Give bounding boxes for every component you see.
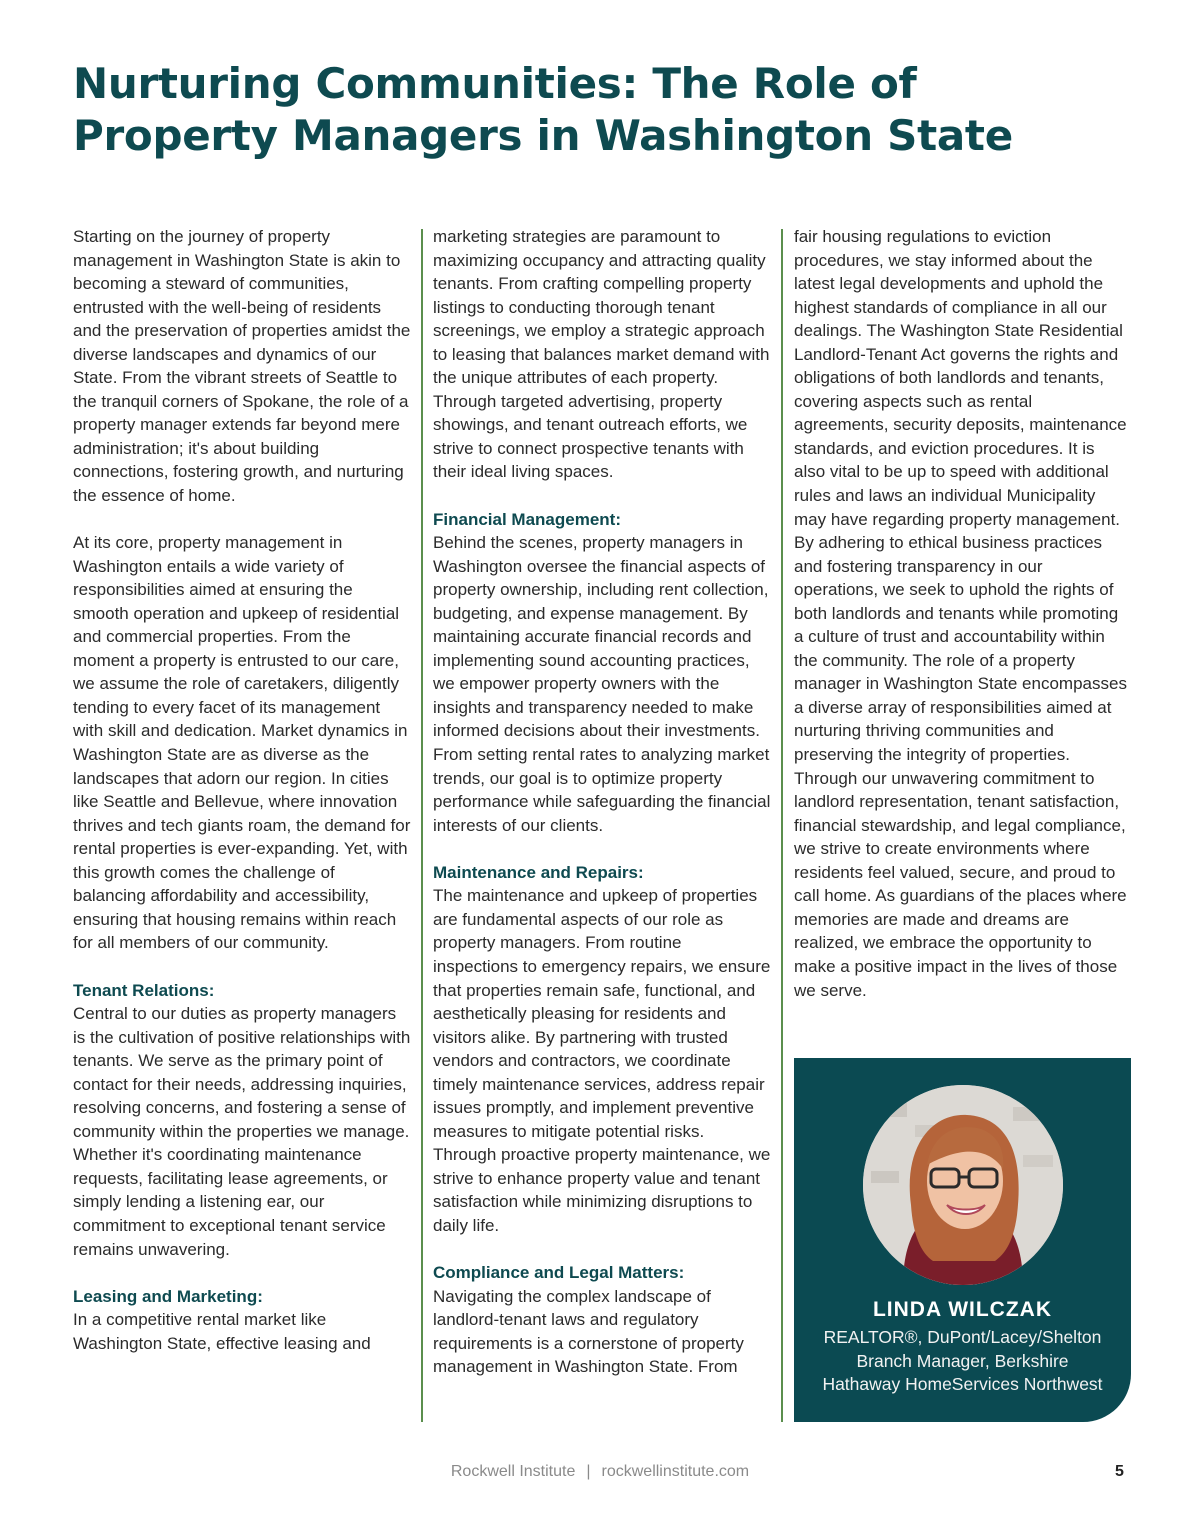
intro-paragraph: Starting on the journey of property management in Washington State is akin to becoming a steward of communities, entrusted with the well-being of residents and the preservation of properties amidst the diverse landscapes and dynamics of our State. From the vibrant streets of Seattle to the tranquil corners of Spokane, the role of a property manager extends far beyond mere administration; it's about building connections, fostering growth, and nurturing the essence of home. xyxy=(73,227,411,506)
maintenance-repairs-text: The maintenance and upkeep of properties are fundamental aspects of our role as property managers. From routine inspections to emergency repairs, we ensure that properties remain safe, functional, and aesthetically pleasing for residents and visitors alike. By partnering with trusted vendors and contractors, we coordinate timely maintenance services, address repair issues promptly, and implement preventive measures to mitigate potential risks. Through proactive property maintenance, we strive to enhance property value and tenant satisfaction while minimizing disruptions to daily life. xyxy=(433,886,771,1235)
footer xyxy=(0,1463,1200,1481)
footer-site-link[interactable]: rockwellinstitute.com xyxy=(601,1463,750,1480)
maintenance-repairs-heading: Maintenance and Repairs: xyxy=(433,862,644,882)
article-column-3 xyxy=(794,225,1130,1002)
compliance-legal-text: Navigating the complex landscape of landlord-tenant laws and regulatory requirements is a cornerstone of property management in Washington State. From xyxy=(433,1286,744,1377)
core-paragraph: At its core, property management in Washington entails a wide variety of responsibilities aimed at ensuring the smooth operation and upkeep of residential and commercial properties. From the moment a property is entrusted to our care, we assume the role of caretakers, diligently tending to every facet of its management with skill and dedication. Market dynamics in Washington State are as diverse as the landscapes that adorn our region. In cities like Seattle and Bellevue, where innovation thrives and tech giants roam, the demand for rental properties is ever-expanding. Yet, with this growth comes the challenge of balancing affordability and accessibility, ensuring that housing remains within reach for all members of our community. xyxy=(73,533,411,953)
article-column-1 xyxy=(73,225,411,1355)
tenant-relations-heading: Tenant Relations: xyxy=(73,980,215,1000)
leasing-continued-text: marketing strategies are paramount to maximizing occupancy and attracting quality tenants. From crafting compelling property listings to conducting thorough tenant screenings, we employ a strategic approach to leasing that balances market demand with the unique attributes of each property. Through targeted advertising, property showings, and tenant outreach efforts, we strive to connect prospective tenants with their ideal living spaces. xyxy=(433,227,770,482)
agent-title-line: Branch Manager, Berkshire xyxy=(856,1350,1069,1371)
agent-title xyxy=(794,1326,1131,1397)
leasing-marketing-text: In a competitive rental market like Washington State, effective leasing and xyxy=(73,1310,371,1353)
agent-photo xyxy=(863,1085,1063,1285)
page-number: 5 xyxy=(1115,1463,1124,1480)
article-column-2 xyxy=(433,225,771,1379)
agent-name: LINDA WILCZAK xyxy=(872,1298,1053,1321)
footer-org: Rockwell Institute xyxy=(450,1463,576,1480)
agent-title-line: REALTOR®, DuPont/Lacey/Shelton xyxy=(823,1327,1102,1347)
financial-management-heading: Financial Management: xyxy=(433,509,621,529)
compliance-continued-text: fair housing regulations to eviction procedures, we stay informed about the latest legal developments and uphold the highest standards of compliance in all our dealings. The Washington State Residential Landlord-Tenant Act governs the rights and obligations of both landlords and tenants, covering aspects such as rental agreements, security deposits, maintenance standards, and eviction procedures. It is also vital to be up to speed with additional rules and laws an individual Municipality may have regarding property management. By adhering to ethical business practices and fostering transparency in our operations, we seek to uphold the rights of both landlords and tenants while promoting a culture of trust and accountability within the community. The role of a property manager in Washington State encompasses a diverse array of responsibilities aimed at nurturing thriving communities and preserving the integrity of properties. Through our unwavering commitment to landlord representation, tenant satisfaction, financial stewardship, and legal compliance, we strive to create environments where residents feel valued, secure, and proud to call home. As guardians of the places where memories are made and dreams are realized, we embrace the opportunity to make a positive impact in the lives of those we serve. xyxy=(794,227,1127,1000)
leasing-marketing-heading: Leasing and Marketing: xyxy=(73,1286,263,1306)
tenant-relations-text: Central to our duties as property managers is the cultivation of positive relationships with tenants. We serve as the primary point of contact for their needs, addressing inquiries, resolving concerns, and fostering a sense of community within the properties we manage. Whether it's coordinating maintenance requests, facilitating lease agreements, or simply lending a listening ear, our commitment to exceptional tenant service remains unwavering. xyxy=(73,1004,411,1259)
page-title: Nurturing Communities: The Role of Property Managers in Washington State xyxy=(73,59,1013,160)
agent-title-line: Hathaway HomeServices Northwest xyxy=(822,1374,1103,1394)
compliance-legal-heading: Compliance and Legal Matters: xyxy=(433,1263,685,1283)
footer-separator: | xyxy=(586,1463,591,1480)
financial-management-text: Behind the scenes, property managers in Washington oversee the financial aspects of property ownership, including rent collection, budgeting, and expense management. By maintaining accurate financial records and implementing sound accounting practices, we empower property owners with the insights and transparency needed to make informed decisions about their investments. From setting rental rates to analyzing market trends, our goal is to optimize property performance while safeguarding the financial interests of our clients. xyxy=(433,533,771,835)
agent-card xyxy=(794,1058,1131,1422)
column-divider xyxy=(781,229,783,1422)
column-divider xyxy=(421,229,423,1422)
